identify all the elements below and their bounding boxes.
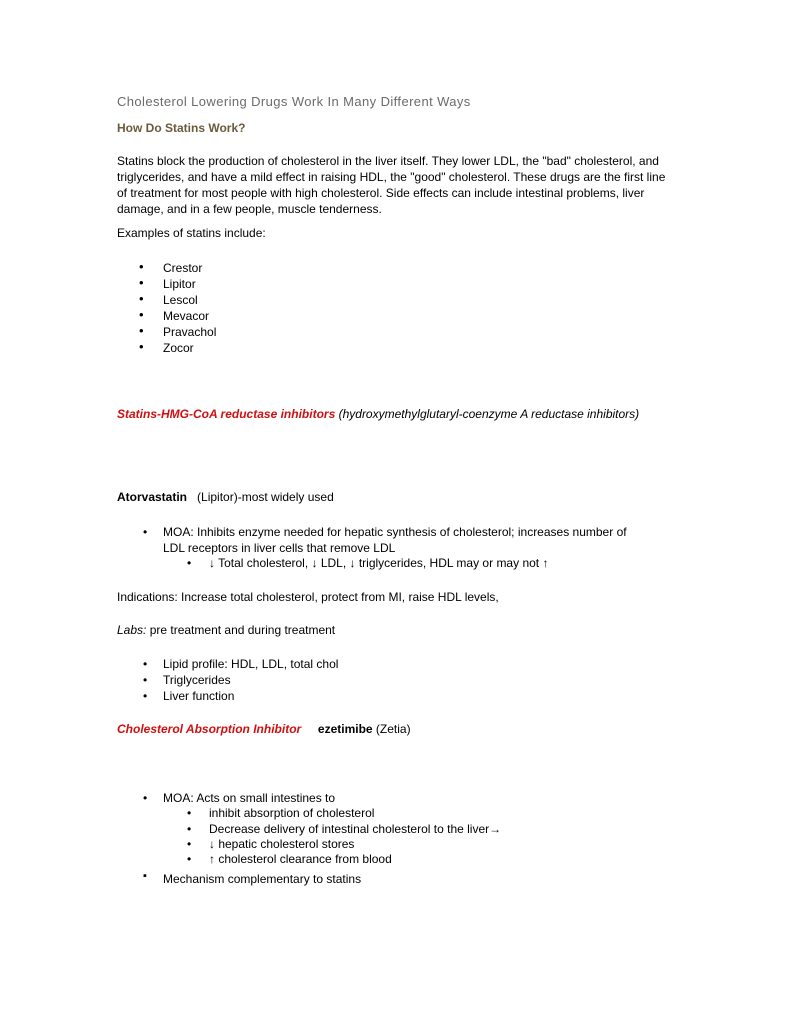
list-item: inhibit absorption of cholesterol bbox=[209, 806, 375, 820]
bullet-icon: • bbox=[139, 339, 144, 354]
labs-text: pre treatment and during treatment bbox=[149, 623, 336, 637]
bullet-icon: • bbox=[187, 837, 192, 851]
bullet-icon: • bbox=[143, 525, 148, 539]
list-item: Liver function bbox=[163, 689, 235, 703]
statin-class-desc: (hydroxymethylglutaryl-coenzyme A reductase inhibitors) bbox=[338, 407, 640, 421]
atorvastatin-moa-line2: LDL receptors in liver cells that remove LDL bbox=[163, 541, 396, 555]
bullet-icon: • bbox=[187, 852, 192, 866]
list-item: Pravachol bbox=[163, 325, 217, 339]
labs-line bbox=[117, 623, 335, 637]
absorption-brand: (Zetia) bbox=[375, 722, 411, 736]
bullet-icon: • bbox=[139, 291, 144, 306]
page-title: Cholesterol Lowering Drugs Work In Many Different Ways bbox=[117, 94, 471, 109]
square-bullet-icon: ▪ bbox=[143, 870, 147, 882]
bullet-icon: • bbox=[187, 822, 192, 836]
list-item: Crestor bbox=[163, 261, 203, 275]
bullet-icon: • bbox=[143, 791, 148, 805]
absorption-class-name: Cholesterol Absorption Inhibitor bbox=[117, 722, 302, 736]
bullet-icon: • bbox=[139, 323, 144, 338]
list-item: Zocor bbox=[163, 341, 194, 355]
atorvastatin-heading bbox=[117, 490, 334, 504]
intro-paragraph: Statins block the production of cholesterol in the liver itself. They lower LDL, the "bad" cholesterol, and triglycerides, and have a mild effect in raising HDL, the "good" cholesterol. These drugs are the first line of treatment for most people with high cholesterol. Side effects can include intestinal problems, liver damage, and in a few people, muscle tenderness. bbox=[117, 154, 666, 216]
bullet-icon: • bbox=[143, 657, 148, 671]
absorption-mechanism: Mechanism complementary to statins bbox=[163, 872, 362, 886]
indications-text: Indications: Increase total cholesterol, protect from MI, raise HDL levels, bbox=[117, 590, 499, 604]
list-item: Lipid profile: HDL, LDL, total chol bbox=[163, 657, 339, 671]
bullet-icon: • bbox=[139, 307, 144, 322]
bullet-icon: • bbox=[143, 673, 148, 687]
statin-class-name: Statins-HMG-CoA reductase inhibitors bbox=[117, 407, 336, 421]
absorption-drug: ezetimibe bbox=[317, 722, 373, 736]
atorvastatin-moa-line1: MOA: Inhibits enzyme needed for hepatic synthesis of cholesterol; increases number of bbox=[163, 525, 627, 539]
bullet-icon: • bbox=[143, 689, 148, 703]
list-item: ↓ hepatic cholesterol stores bbox=[209, 837, 355, 851]
bullet-icon: • bbox=[139, 259, 144, 274]
statin-class-heading bbox=[117, 406, 657, 423]
section-heading-statins: How Do Statins Work? bbox=[117, 121, 246, 135]
labs-label: Labs: bbox=[117, 623, 147, 637]
examples-label: Examples of statins include: bbox=[117, 226, 266, 240]
bullet-icon: • bbox=[187, 556, 192, 570]
list-item: Lescol bbox=[163, 293, 198, 307]
list-item: Mevacor bbox=[163, 309, 210, 323]
absorption-heading bbox=[117, 722, 411, 736]
atorvastatin-effects: ↓ Total cholesterol, ↓ LDL, ↓ triglycerides, HDL may or may not ↑ bbox=[209, 556, 549, 570]
atorvastatin-desc: (Lipitor)-most widely used bbox=[197, 490, 334, 504]
list-item: Decrease delivery of intestinal cholesterol to the liver→ bbox=[209, 822, 502, 836]
bullet-icon: • bbox=[139, 275, 144, 290]
list-item: Lipitor bbox=[163, 277, 196, 291]
absorption-moa: MOA: Acts on small intestines to bbox=[163, 791, 336, 805]
bullet-icon: • bbox=[187, 806, 192, 820]
atorvastatin-name: Atorvastatin bbox=[117, 490, 188, 504]
list-item: ↑ cholesterol clearance from blood bbox=[209, 852, 392, 866]
list-item: Triglycerides bbox=[163, 673, 231, 687]
